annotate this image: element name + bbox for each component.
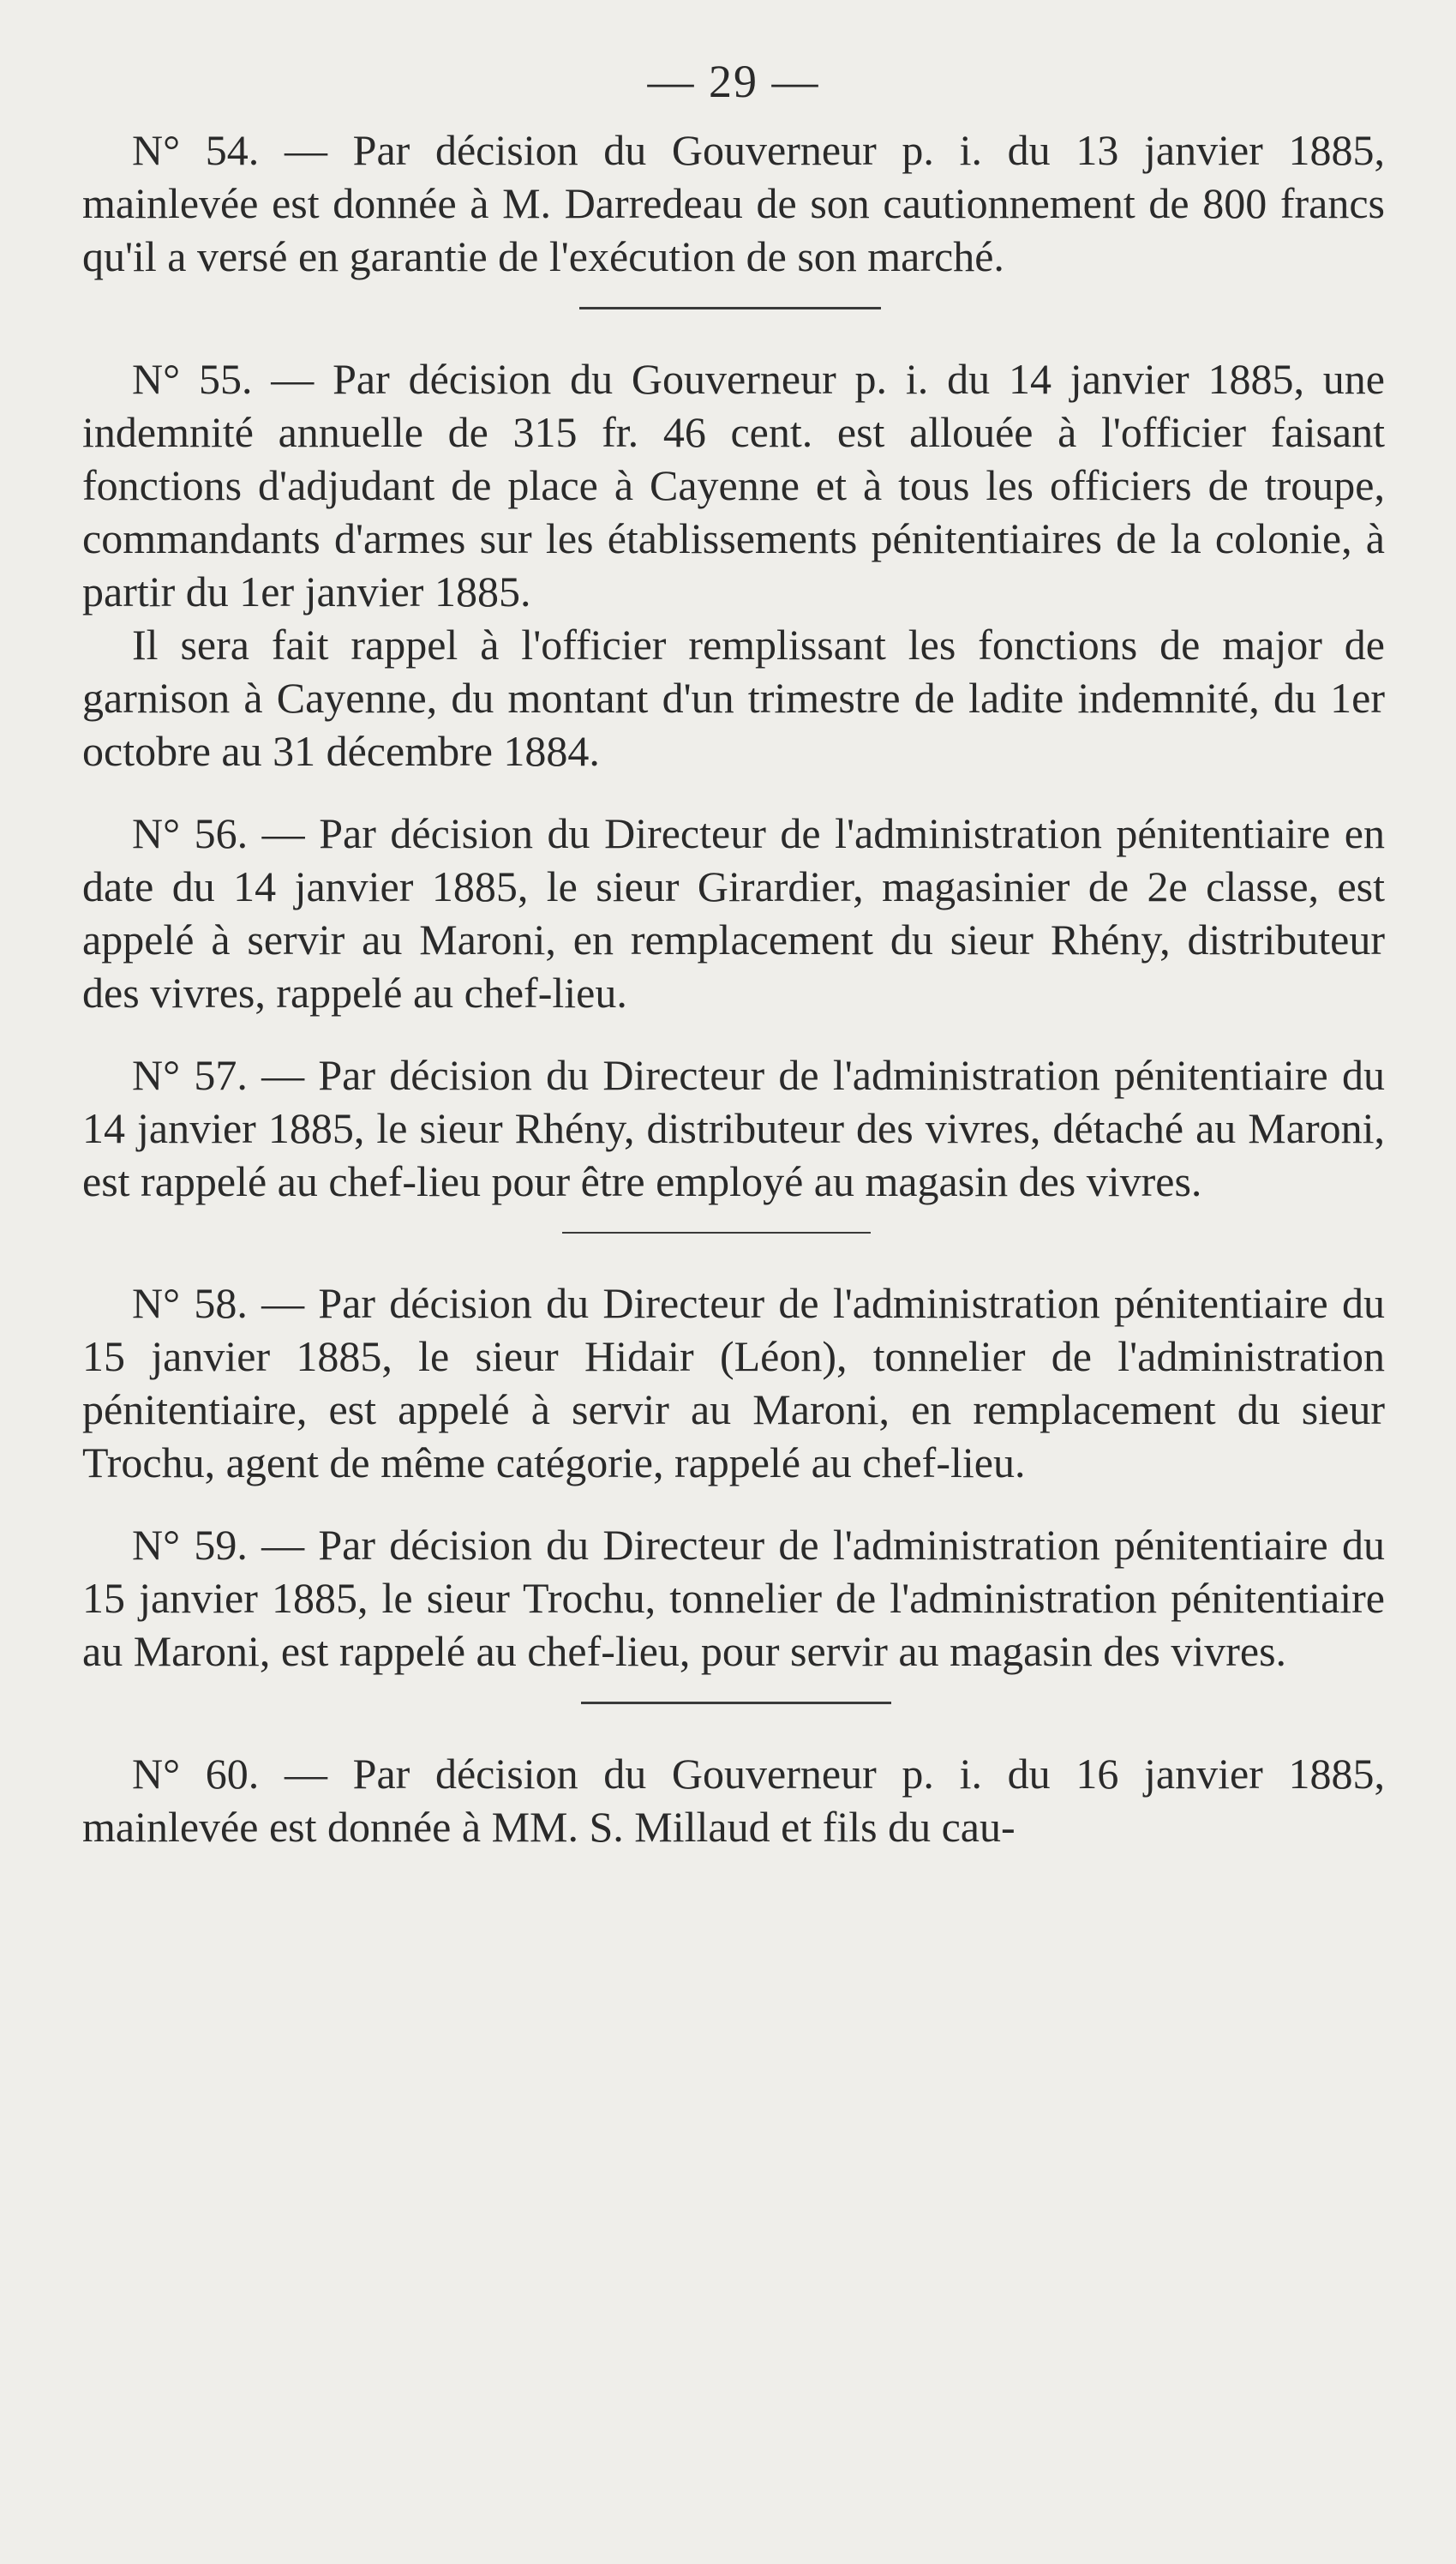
entry-60-paragraph: N° 60. — Par décision du Gouverneur p. i. du 16 janvier 1885, mainlevée est donnée à MM. S. Millaud et fils du cau- [82, 1750, 1385, 1851]
entry-59 [82, 1518, 1385, 1678]
entry-56 [82, 807, 1385, 1019]
entry-56-paragraph: N° 56. — Par décision du Directeur de l'administration pénitentiaire en date du 14 janvier 1885, le sieur Girardier, magasinier de 2e classe, est appelé à servir au Maroni, en remplacement du sieur Rhény, distributeur des vivres, rappelé au chef-lieu. [82, 809, 1385, 1017]
entry-57-paragraph: N° 57. — Par décision du Directeur de l'administration pénitentiaire du 14 janvier 1885, le sieur Rhény, distributeur des vivres, détaché au Maroni, est rappelé au chef-lieu pour être employé au magasin des vivres. [82, 1051, 1385, 1205]
entry-54-paragraph: N° 54. — Par décision du Gouverneur p. i. du 13 janvier 1885, mainlevée est donnée à M. Darredeau de son cautionnement de 800 francs qu'il a versé en garantie de l'exécution de son marché. [82, 126, 1385, 280]
entry-58 [82, 1276, 1385, 1489]
entry-60 [82, 1747, 1385, 1853]
entry-57 [82, 1048, 1385, 1208]
entry-55 [82, 352, 1385, 778]
entry-55-paragraph: N° 55. — Par décision du Gouverneur p. i. du 14 janvier 1885, une indemnité annuelle de 315 fr. 46 cent. est allouée à l'officier faisant fonctions d'adjudant de place à Cayenne et à tous les officiers de troupe, commandants d'armes sur les établissements pénitentiaires de la colonie, à partir du 1er janvier 1885. [82, 355, 1385, 615]
entry-55-paragraph-2: Il sera fait rappel à l'officier remplissant les fonctions de major de garnison à Cayenne, du montant d'un trimestre de ladite indemnité, du 1er octobre au 31 décembre 1884. [82, 621, 1385, 775]
entry-54 [82, 123, 1385, 283]
page-number: — 29 — [647, 56, 820, 107]
entry-58-paragraph: N° 58. — Par décision du Directeur de l'administration pénitentiaire du 15 janvier 1885, le sieur Hidair (Léon), tonnelier de l'administration pénitentiaire, est appelé à servir au Maroni, en remplacement du sieur Trochu, agent de même catégorie, rappelé au chef-lieu. [82, 1279, 1385, 1486]
entry-59-paragraph: N° 59. — Par décision du Directeur de l'administration pénitentiaire du 15 janvier 1885, le sieur Trochu, tonnelier de l'administration pénitentiaire au Maroni, est rappelé au chef-lieu, pour servir au magasin des vivres. [82, 1521, 1385, 1675]
document-page [82, 51, 1385, 1853]
